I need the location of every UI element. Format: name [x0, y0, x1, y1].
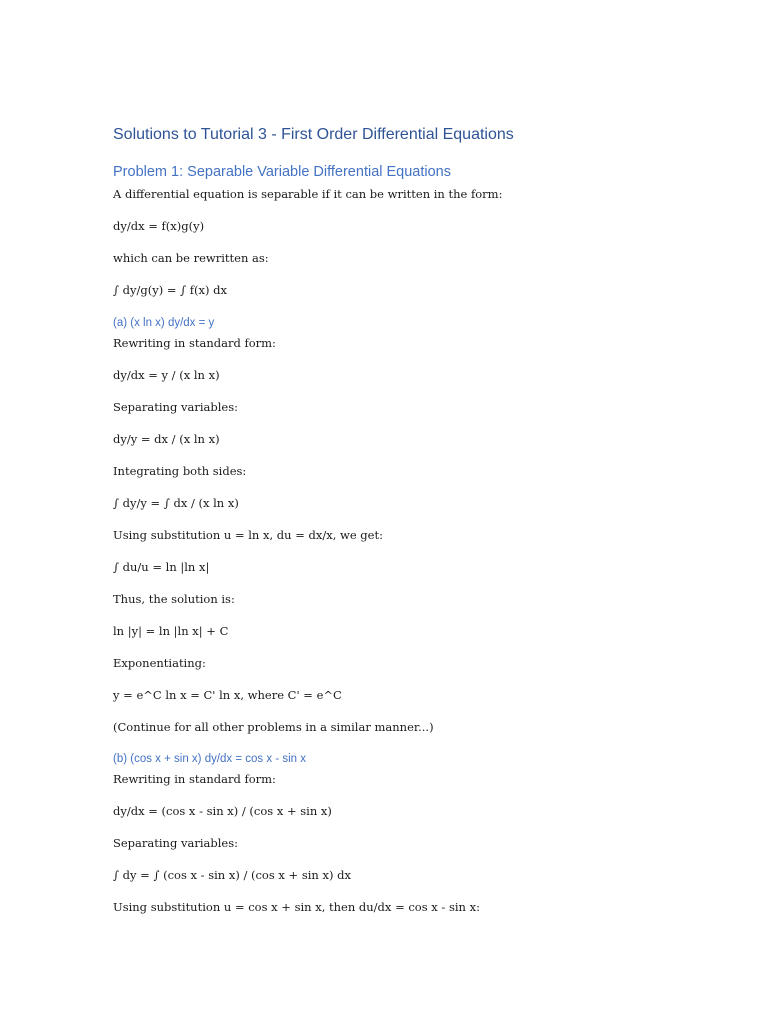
equation: ∫ dy = ∫ (cos x - sin x) / (cos x + sin x) dx [113, 868, 351, 882]
equation: ln |y| = ln |ln x| + C [113, 624, 229, 638]
paragraph: Rewriting in standard form: [113, 772, 276, 786]
paragraph: Integrating both sides: [113, 464, 247, 478]
equation: dy/dx = (cos x - sin x) / (cos x + sin x) [113, 804, 332, 818]
equation: ∫ dy/g(y) = ∫ f(x) dx [113, 283, 228, 297]
part-b-heading: (b) (cos x + sin x) dy/dx = cos x - sin x [113, 753, 306, 765]
document-title: Solutions to Tutorial 3 - First Order Differential Equations [113, 126, 514, 143]
part-a-heading: (a) (x ln x) dy/dx = y [113, 317, 215, 329]
equation: dy/dx = f(x)g(y) [113, 219, 205, 233]
paragraph: Separating variables: [113, 400, 238, 414]
paragraph: Exponentiating: [113, 656, 206, 670]
paragraph: Using substitution u = ln x, du = dx/x, we get: [113, 528, 383, 542]
equation: ∫ dy/y = ∫ dx / (x ln x) [113, 496, 239, 510]
paragraph: Using substitution u = cos x + sin x, then du/dx = cos x - sin x: [113, 900, 480, 914]
paragraph: A differential equation is separable if it can be written in the form: [113, 187, 503, 201]
equation: dy/dx = y / (x ln x) [113, 368, 220, 382]
paragraph: (Continue for all other problems in a similar manner...) [113, 720, 434, 734]
paragraph: which can be rewritten as: [113, 251, 269, 265]
equation: y = e^C ln x = C' ln x, where C' = e^C [113, 688, 342, 702]
paragraph: Separating variables: [113, 836, 238, 850]
paragraph: Thus, the solution is: [113, 592, 235, 606]
problem-1-heading: Problem 1: Separable Variable Differential Equations [113, 164, 451, 180]
equation: ∫ du/u = ln |ln x| [113, 560, 210, 574]
paragraph: Rewriting in standard form: [113, 336, 276, 350]
equation: dy/y = dx / (x ln x) [113, 432, 220, 446]
